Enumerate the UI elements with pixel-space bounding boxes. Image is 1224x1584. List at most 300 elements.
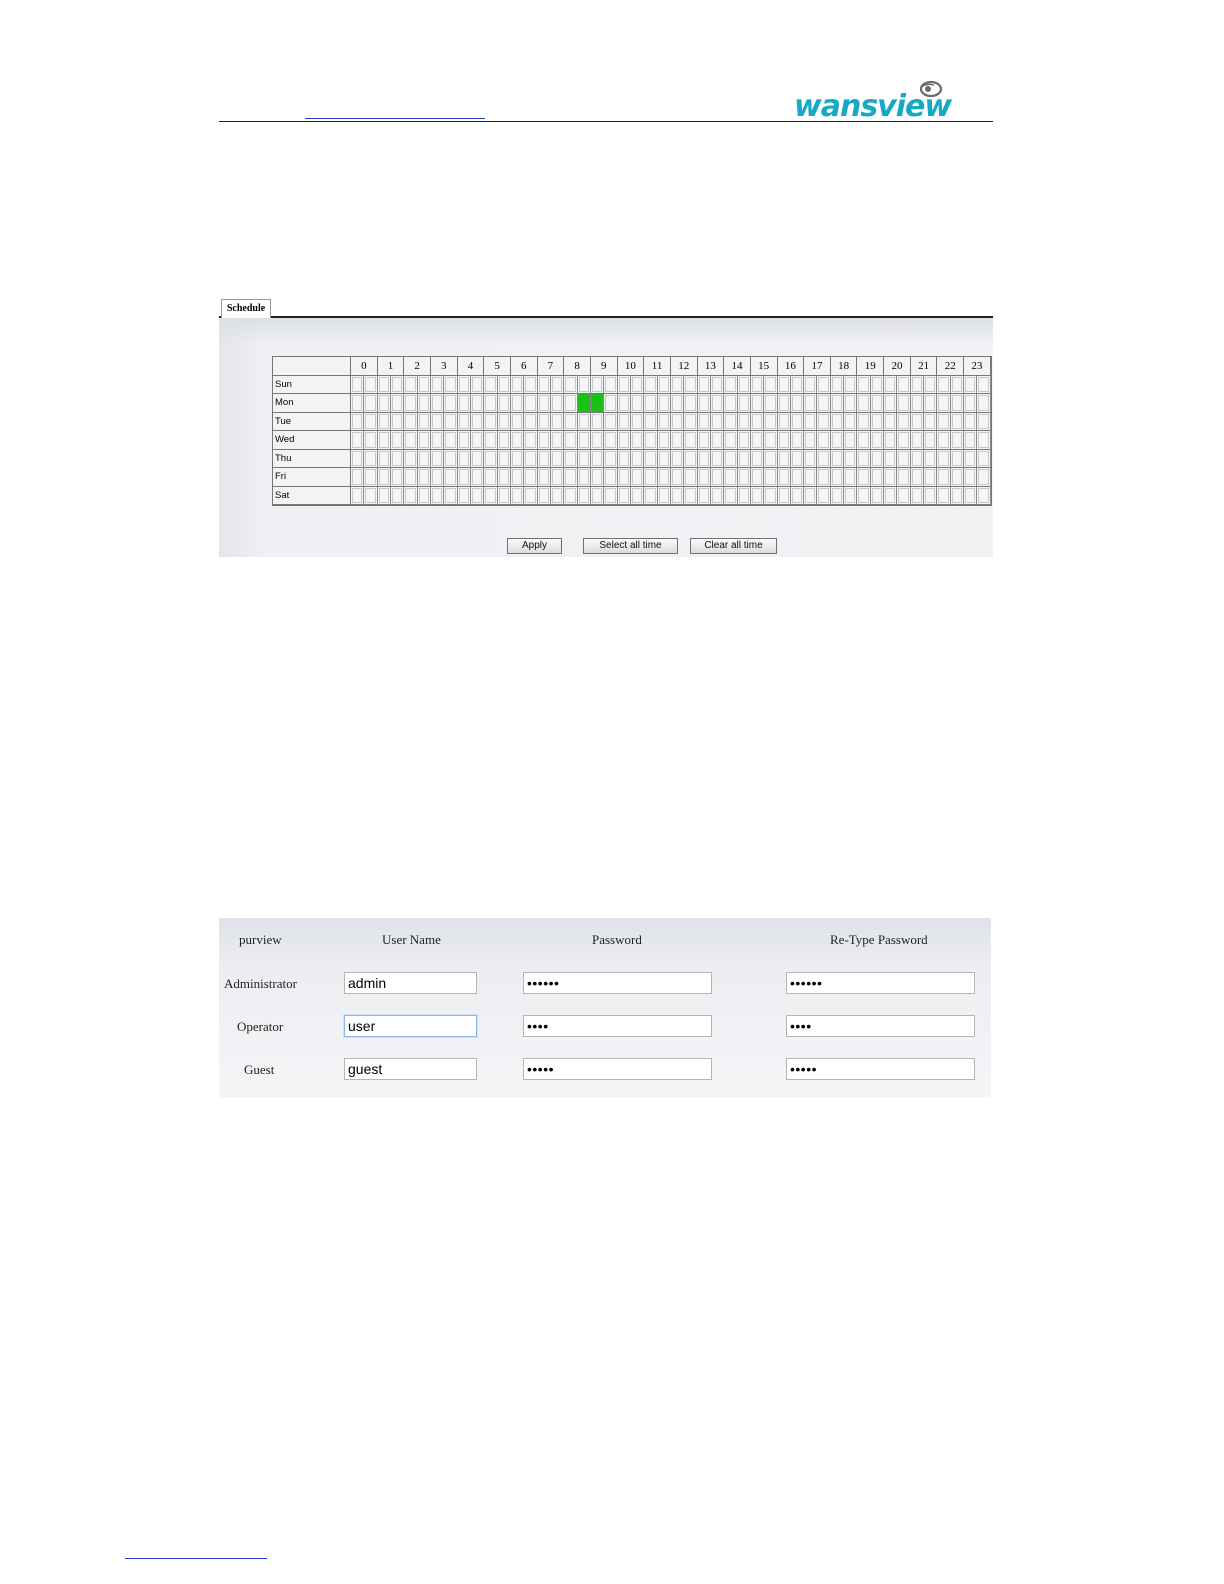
- time-slot[interactable]: [724, 376, 737, 395]
- time-slot[interactable]: [924, 431, 937, 450]
- time-slot[interactable]: [817, 413, 830, 432]
- time-slot[interactable]: [551, 376, 564, 395]
- time-slot[interactable]: [404, 376, 417, 395]
- time-slot[interactable]: [618, 450, 631, 469]
- time-slot[interactable]: [471, 468, 484, 487]
- time-slot[interactable]: [351, 376, 364, 395]
- time-slot[interactable]: [391, 394, 404, 413]
- time-slot[interactable]: [831, 431, 844, 450]
- time-slot[interactable]: [937, 431, 950, 450]
- time-slot[interactable]: [884, 468, 897, 487]
- time-slot[interactable]: [738, 487, 751, 506]
- time-slot[interactable]: [631, 431, 644, 450]
- time-slot[interactable]: [671, 413, 684, 432]
- time-slot[interactable]: [791, 376, 804, 395]
- time-slot[interactable]: [977, 413, 990, 432]
- time-slot[interactable]: [804, 487, 817, 506]
- time-slot[interactable]: [618, 431, 631, 450]
- time-slot[interactable]: [524, 431, 537, 450]
- time-slot[interactable]: [431, 487, 444, 506]
- time-slot[interactable]: [951, 376, 964, 395]
- time-slot[interactable]: [538, 468, 551, 487]
- time-slot[interactable]: [564, 487, 577, 506]
- time-slot[interactable]: [644, 394, 657, 413]
- time-slot[interactable]: [484, 376, 497, 395]
- time-slot[interactable]: [711, 413, 724, 432]
- time-slot[interactable]: [977, 376, 990, 395]
- time-slot[interactable]: [804, 376, 817, 395]
- time-slot[interactable]: [911, 413, 924, 432]
- time-slot[interactable]: [871, 413, 884, 432]
- time-slot[interactable]: [631, 468, 644, 487]
- time-slot[interactable]: [924, 450, 937, 469]
- time-slot[interactable]: [511, 413, 524, 432]
- time-slot[interactable]: [364, 413, 377, 432]
- time-slot[interactable]: [844, 487, 857, 506]
- time-slot[interactable]: [817, 394, 830, 413]
- time-slot[interactable]: [831, 413, 844, 432]
- time-slot[interactable]: [778, 376, 791, 395]
- time-slot[interactable]: [671, 468, 684, 487]
- time-slot[interactable]: [418, 394, 431, 413]
- time-slot[interactable]: [391, 413, 404, 432]
- time-slot[interactable]: [511, 450, 524, 469]
- time-slot[interactable]: [977, 450, 990, 469]
- time-slot[interactable]: [444, 450, 457, 469]
- time-slot[interactable]: [578, 487, 591, 506]
- time-slot[interactable]: [751, 468, 764, 487]
- time-slot[interactable]: [644, 431, 657, 450]
- time-slot[interactable]: [751, 376, 764, 395]
- time-slot[interactable]: [778, 450, 791, 469]
- time-slot[interactable]: [857, 413, 870, 432]
- time-slot[interactable]: [578, 394, 591, 413]
- guest-retype-password-input[interactable]: •••••: [786, 1058, 975, 1080]
- time-slot[interactable]: [551, 468, 564, 487]
- time-slot[interactable]: [844, 413, 857, 432]
- time-slot[interactable]: [778, 394, 791, 413]
- time-slot[interactable]: [498, 376, 511, 395]
- time-slot[interactable]: [391, 487, 404, 506]
- time-slot[interactable]: [831, 468, 844, 487]
- time-slot[interactable]: [764, 431, 777, 450]
- footer-link[interactable]: [125, 1546, 267, 1559]
- time-slot[interactable]: [951, 468, 964, 487]
- time-slot[interactable]: [698, 450, 711, 469]
- time-slot[interactable]: [564, 450, 577, 469]
- time-slot[interactable]: [631, 413, 644, 432]
- time-slot[interactable]: [764, 468, 777, 487]
- time-slot[interactable]: [618, 376, 631, 395]
- time-slot[interactable]: [378, 431, 391, 450]
- time-slot[interactable]: [658, 376, 671, 395]
- time-slot[interactable]: [791, 450, 804, 469]
- time-slot[interactable]: [364, 376, 377, 395]
- time-slot[interactable]: [364, 450, 377, 469]
- apply-button[interactable]: Apply: [507, 538, 562, 554]
- time-slot[interactable]: [564, 468, 577, 487]
- time-slot[interactable]: [738, 376, 751, 395]
- time-slot[interactable]: [564, 413, 577, 432]
- time-slot[interactable]: [937, 394, 950, 413]
- time-slot[interactable]: [684, 431, 697, 450]
- header-link[interactable]: [305, 104, 485, 119]
- time-slot[interactable]: [471, 431, 484, 450]
- time-slot[interactable]: [937, 468, 950, 487]
- time-slot[interactable]: [698, 394, 711, 413]
- time-slot[interactable]: [591, 394, 604, 413]
- administrator-retype-password-input[interactable]: ••••••: [786, 972, 975, 994]
- time-slot[interactable]: [671, 487, 684, 506]
- time-slot[interactable]: [804, 431, 817, 450]
- time-slot[interactable]: [378, 487, 391, 506]
- time-slot[interactable]: [924, 487, 937, 506]
- time-slot[interactable]: [711, 487, 724, 506]
- time-slot[interactable]: [418, 376, 431, 395]
- time-slot[interactable]: [524, 468, 537, 487]
- time-slot[interactable]: [418, 431, 431, 450]
- time-slot[interactable]: [671, 431, 684, 450]
- time-slot[interactable]: [524, 413, 537, 432]
- time-slot[interactable]: [551, 450, 564, 469]
- time-slot[interactable]: [724, 450, 737, 469]
- time-slot[interactable]: [751, 450, 764, 469]
- time-slot[interactable]: [418, 450, 431, 469]
- time-slot[interactable]: [817, 487, 830, 506]
- time-slot[interactable]: [458, 487, 471, 506]
- time-slot[interactable]: [964, 468, 977, 487]
- time-slot[interactable]: [711, 394, 724, 413]
- time-slot[interactable]: [684, 468, 697, 487]
- time-slot[interactable]: [538, 413, 551, 432]
- time-slot[interactable]: [817, 450, 830, 469]
- time-slot[interactable]: [458, 413, 471, 432]
- guest-password-input[interactable]: •••••: [523, 1058, 712, 1080]
- time-slot[interactable]: [778, 487, 791, 506]
- time-slot[interactable]: [391, 450, 404, 469]
- time-slot[interactable]: [644, 468, 657, 487]
- time-slot[interactable]: [511, 376, 524, 395]
- time-slot[interactable]: [551, 394, 564, 413]
- time-slot[interactable]: [404, 450, 417, 469]
- time-slot[interactable]: [604, 450, 617, 469]
- time-slot[interactable]: [764, 413, 777, 432]
- time-slot[interactable]: [658, 413, 671, 432]
- time-slot[interactable]: [764, 450, 777, 469]
- time-slot[interactable]: [791, 431, 804, 450]
- time-slot[interactable]: [591, 413, 604, 432]
- time-slot[interactable]: [364, 468, 377, 487]
- time-slot[interactable]: [431, 394, 444, 413]
- time-slot[interactable]: [884, 413, 897, 432]
- time-slot[interactable]: [511, 487, 524, 506]
- time-slot[interactable]: [471, 450, 484, 469]
- time-slot[interactable]: [791, 487, 804, 506]
- clear-all-time-button[interactable]: Clear all time: [690, 538, 777, 554]
- tab-schedule[interactable]: Schedule: [221, 299, 271, 318]
- administrator-password-input[interactable]: ••••••: [523, 972, 712, 994]
- time-slot[interactable]: [684, 487, 697, 506]
- time-slot[interactable]: [444, 413, 457, 432]
- time-slot[interactable]: [378, 394, 391, 413]
- time-slot[interactable]: [631, 487, 644, 506]
- time-slot[interactable]: [804, 450, 817, 469]
- time-slot[interactable]: [844, 376, 857, 395]
- time-slot[interactable]: [444, 376, 457, 395]
- time-slot[interactable]: [857, 376, 870, 395]
- time-slot[interactable]: [538, 450, 551, 469]
- time-slot[interactable]: [937, 376, 950, 395]
- time-slot[interactable]: [791, 468, 804, 487]
- time-slot[interactable]: [951, 450, 964, 469]
- time-slot[interactable]: [844, 394, 857, 413]
- time-slot[interactable]: [924, 394, 937, 413]
- time-slot[interactable]: [884, 376, 897, 395]
- time-slot[interactable]: [684, 450, 697, 469]
- time-slot[interactable]: [511, 394, 524, 413]
- time-slot[interactable]: [857, 487, 870, 506]
- time-slot[interactable]: [857, 431, 870, 450]
- time-slot[interactable]: [844, 431, 857, 450]
- time-slot[interactable]: [698, 468, 711, 487]
- time-slot[interactable]: [498, 468, 511, 487]
- time-slot[interactable]: [684, 413, 697, 432]
- time-slot[interactable]: [977, 431, 990, 450]
- time-slot[interactable]: [538, 394, 551, 413]
- time-slot[interactable]: [924, 376, 937, 395]
- time-slot[interactable]: [498, 487, 511, 506]
- time-slot[interactable]: [351, 487, 364, 506]
- time-slot[interactable]: [937, 450, 950, 469]
- time-slot[interactable]: [404, 394, 417, 413]
- time-slot[interactable]: [351, 394, 364, 413]
- time-slot[interactable]: [604, 394, 617, 413]
- time-slot[interactable]: [431, 468, 444, 487]
- time-slot[interactable]: [857, 468, 870, 487]
- time-slot[interactable]: [977, 487, 990, 506]
- guest-username-input[interactable]: guest: [344, 1058, 477, 1080]
- time-slot[interactable]: [458, 468, 471, 487]
- time-slot[interactable]: [658, 431, 671, 450]
- time-slot[interactable]: [484, 487, 497, 506]
- time-slot[interactable]: [698, 431, 711, 450]
- time-slot[interactable]: [671, 450, 684, 469]
- time-slot[interactable]: [791, 394, 804, 413]
- time-slot[interactable]: [551, 487, 564, 506]
- time-slot[interactable]: [964, 431, 977, 450]
- time-slot[interactable]: [578, 431, 591, 450]
- time-slot[interactable]: [524, 376, 537, 395]
- time-slot[interactable]: [871, 431, 884, 450]
- time-slot[interactable]: [378, 376, 391, 395]
- time-slot[interactable]: [591, 431, 604, 450]
- time-slot[interactable]: [591, 450, 604, 469]
- time-slot[interactable]: [418, 468, 431, 487]
- time-slot[interactable]: [524, 450, 537, 469]
- time-slot[interactable]: [604, 487, 617, 506]
- time-slot[interactable]: [431, 431, 444, 450]
- operator-retype-password-input[interactable]: ••••: [786, 1015, 975, 1037]
- time-slot[interactable]: [764, 487, 777, 506]
- time-slot[interactable]: [618, 487, 631, 506]
- time-slot[interactable]: [578, 468, 591, 487]
- time-slot[interactable]: [644, 487, 657, 506]
- time-slot[interactable]: [351, 468, 364, 487]
- time-slot[interactable]: [444, 468, 457, 487]
- time-slot[interactable]: [897, 394, 910, 413]
- time-slot[interactable]: [351, 450, 364, 469]
- time-slot[interactable]: [418, 487, 431, 506]
- time-slot[interactable]: [404, 487, 417, 506]
- time-slot[interactable]: [897, 468, 910, 487]
- time-slot[interactable]: [604, 431, 617, 450]
- time-slot[interactable]: [644, 376, 657, 395]
- time-slot[interactable]: [857, 394, 870, 413]
- time-slot[interactable]: [471, 394, 484, 413]
- time-slot[interactable]: [564, 376, 577, 395]
- time-slot[interactable]: [897, 376, 910, 395]
- time-slot[interactable]: [738, 394, 751, 413]
- time-slot[interactable]: [951, 431, 964, 450]
- time-slot[interactable]: [458, 376, 471, 395]
- time-slot[interactable]: [724, 413, 737, 432]
- time-slot[interactable]: [431, 413, 444, 432]
- time-slot[interactable]: [711, 468, 724, 487]
- time-slot[interactable]: [391, 431, 404, 450]
- time-slot[interactable]: [764, 394, 777, 413]
- time-slot[interactable]: [871, 450, 884, 469]
- time-slot[interactable]: [897, 487, 910, 506]
- time-slot[interactable]: [404, 468, 417, 487]
- time-slot[interactable]: [804, 413, 817, 432]
- time-slot[interactable]: [778, 431, 791, 450]
- time-slot[interactable]: [698, 487, 711, 506]
- time-slot[interactable]: [391, 376, 404, 395]
- time-slot[interactable]: [578, 376, 591, 395]
- time-slot[interactable]: [671, 376, 684, 395]
- time-slot[interactable]: [444, 394, 457, 413]
- time-slot[interactable]: [911, 376, 924, 395]
- time-slot[interactable]: [658, 468, 671, 487]
- time-slot[interactable]: [911, 394, 924, 413]
- time-slot[interactable]: [484, 431, 497, 450]
- time-slot[interactable]: [817, 468, 830, 487]
- time-slot[interactable]: [644, 413, 657, 432]
- time-slot[interactable]: [538, 431, 551, 450]
- time-slot[interactable]: [924, 413, 937, 432]
- time-slot[interactable]: [884, 450, 897, 469]
- time-slot[interactable]: [631, 376, 644, 395]
- time-slot[interactable]: [618, 394, 631, 413]
- time-slot[interactable]: [378, 468, 391, 487]
- time-slot[interactable]: [964, 450, 977, 469]
- time-slot[interactable]: [951, 487, 964, 506]
- time-slot[interactable]: [804, 394, 817, 413]
- time-slot[interactable]: [591, 468, 604, 487]
- time-slot[interactable]: [711, 376, 724, 395]
- time-slot[interactable]: [524, 487, 537, 506]
- time-slot[interactable]: [724, 394, 737, 413]
- time-slot[interactable]: [911, 450, 924, 469]
- time-slot[interactable]: [498, 394, 511, 413]
- time-slot[interactable]: [911, 468, 924, 487]
- time-slot[interactable]: [684, 394, 697, 413]
- time-slot[interactable]: [498, 413, 511, 432]
- time-slot[interactable]: [764, 376, 777, 395]
- time-slot[interactable]: [364, 394, 377, 413]
- time-slot[interactable]: [751, 431, 764, 450]
- time-slot[interactable]: [391, 468, 404, 487]
- time-slot[interactable]: [951, 394, 964, 413]
- time-slot[interactable]: [378, 413, 391, 432]
- time-slot[interactable]: [897, 450, 910, 469]
- time-slot[interactable]: [844, 450, 857, 469]
- time-slot[interactable]: [498, 431, 511, 450]
- time-slot[interactable]: [871, 468, 884, 487]
- time-slot[interactable]: [538, 487, 551, 506]
- time-slot[interactable]: [911, 431, 924, 450]
- time-slot[interactable]: [964, 394, 977, 413]
- time-slot[interactable]: [644, 450, 657, 469]
- time-slot[interactable]: [418, 413, 431, 432]
- time-slot[interactable]: [884, 487, 897, 506]
- time-slot[interactable]: [551, 413, 564, 432]
- time-slot[interactable]: [751, 487, 764, 506]
- time-slot[interactable]: [671, 394, 684, 413]
- time-slot[interactable]: [524, 394, 537, 413]
- time-slot[interactable]: [778, 413, 791, 432]
- time-slot[interactable]: [871, 487, 884, 506]
- time-slot[interactable]: [977, 394, 990, 413]
- time-slot[interactable]: [578, 413, 591, 432]
- operator-username-input[interactable]: user: [344, 1015, 477, 1037]
- time-slot[interactable]: [804, 468, 817, 487]
- time-slot[interactable]: [831, 376, 844, 395]
- time-slot[interactable]: [884, 431, 897, 450]
- time-slot[interactable]: [564, 394, 577, 413]
- time-slot[interactable]: [564, 431, 577, 450]
- time-slot[interactable]: [351, 431, 364, 450]
- time-slot[interactable]: [738, 413, 751, 432]
- time-slot[interactable]: [404, 413, 417, 432]
- time-slot[interactable]: [698, 376, 711, 395]
- time-slot[interactable]: [724, 487, 737, 506]
- time-slot[interactable]: [471, 376, 484, 395]
- time-slot[interactable]: [498, 450, 511, 469]
- time-slot[interactable]: [778, 468, 791, 487]
- time-slot[interactable]: [871, 394, 884, 413]
- time-slot[interactable]: [831, 450, 844, 469]
- time-slot[interactable]: [817, 431, 830, 450]
- time-slot[interactable]: [591, 376, 604, 395]
- time-slot[interactable]: [738, 431, 751, 450]
- time-slot[interactable]: [604, 413, 617, 432]
- time-slot[interactable]: [484, 413, 497, 432]
- time-slot[interactable]: [538, 376, 551, 395]
- time-slot[interactable]: [964, 487, 977, 506]
- time-slot[interactable]: [511, 431, 524, 450]
- time-slot[interactable]: [964, 376, 977, 395]
- time-slot[interactable]: [911, 487, 924, 506]
- time-slot[interactable]: [484, 450, 497, 469]
- time-slot[interactable]: [831, 487, 844, 506]
- time-slot[interactable]: [751, 413, 764, 432]
- time-slot[interactable]: [631, 394, 644, 413]
- time-slot[interactable]: [937, 487, 950, 506]
- time-slot[interactable]: [871, 376, 884, 395]
- time-slot[interactable]: [618, 468, 631, 487]
- time-slot[interactable]: [658, 394, 671, 413]
